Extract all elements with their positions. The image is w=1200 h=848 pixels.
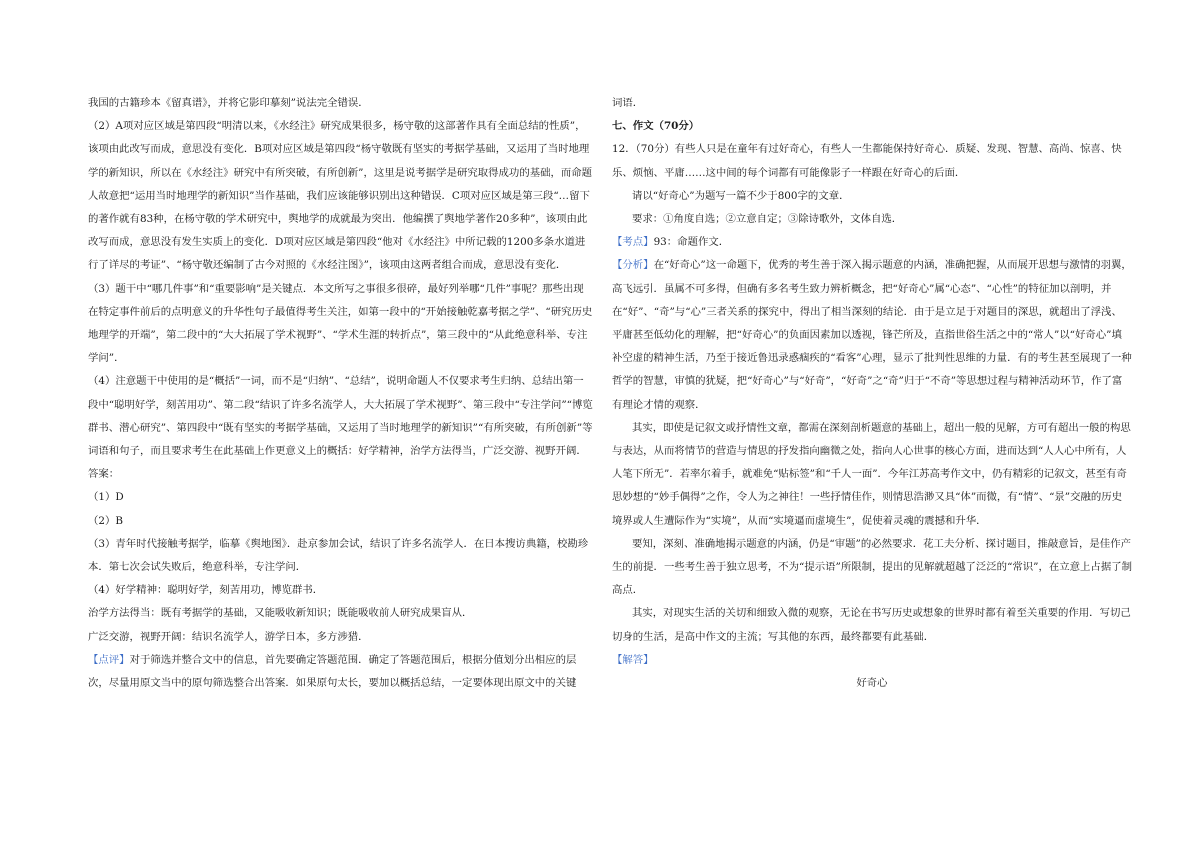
answer-4-method: 治学方法得当：既有考据学的基础，又能吸收新知识；既能吸收前人研究成果盲从．	[88, 607, 473, 620]
fenxi-text: 在“好奇心”这一命题下，优秀的考生善于深入揭示题意的内涵，准确把握，从而展开思想与激情的羽翼，高飞远引．虽属不可多得，但确有多名考生致力辨析概念，把“好奇心”属“心态”、“心性”的特征加以剖明，并在“好”、“奇”与“心”三者关系的探究中，得出了相当深刻的结论．由于是立足于对题目的深思，就超出了浮浅、平庸甚至低幼化的理解，把“好奇心”的负面因素加以透视，锋芒所及，直指世俗生活之中的“常人”以“好奇心”填补空虚的精神生活，乃至于接近鲁迅录惑痼疾的“看客”心理，显示了批判性思维的力量．有的考生甚至展现了一种哲学的智慧，审慎的犹疑，把“好奇心”与“好奇”，“好奇”之“奇”归于“不奇”等思想过程与精神活动环节，作了富有理论才情的观察．	[612, 259, 1132, 411]
comment-tag: 【点评】	[88, 653, 130, 666]
comment-paragraph	[88, 649, 593, 695]
analysis-paragraph-b: 要知，深刻、准确地揭示题意的内涵，仍是“审题”的必然要求．花工夫分析、探讨题目，推敲意旨，是佳作产生的前提．一些考生善于独立思考，不为“提示语”所限制，提出的见解就超越了泛泛的“常识”，在立意上占据了制高点．	[612, 537, 1132, 597]
question-12-requirement: 请以“好奇心”为题写一篇不少于800字的文章．	[632, 189, 850, 202]
answer-4: （4）好学精神：聪明好学，刻苦用功，博览群书．	[88, 584, 324, 597]
answer-3: （3）青年时代接触考据学，临摹《舆地图》．赴京参加会试，结识了许多名流学人．在日本搜访典籍，校勘珍本．第七次会试失败后，绝意科举，专注学问．	[88, 537, 589, 574]
fenxi-paragraph	[612, 254, 1132, 416]
answer-4-social: 广泛交游，视野开阔：结识名流学人，游学日本，多方涉猎．	[88, 630, 369, 643]
kaodian-tag: 【考点】	[612, 236, 654, 249]
answer-2: （2）B	[88, 514, 124, 527]
text-continuation: 我国的古籍珍本《留真谱》，并将它影印摹刻”说法完全错误．	[88, 97, 369, 109]
question-12: 12．（70分）有些人只是在童年有过好奇心，有些人一生都能保持好奇心．质疑、发现、智慧、高尚、惊喜、快乐、烦恼、平庸……这中间的每个词都有可能像影子一样跟在好奇心的后面．	[612, 143, 1122, 179]
section-heading: 七、作文（70分）	[612, 120, 700, 133]
comment-text: 对于筛选并整合文中的信息，首先要确定答题范围．确定了答题范围后，根据分值划分出相应的层次，尽量用原文当中的原句筛选整合出答案．如果原句太长，要加以概括总结，一定要体现出原文中的关键	[88, 653, 577, 690]
analysis-paragraph-c: 其实，对现实生活的关切和细致入微的观察，无论在书写历史或想象的世界时都有着至关重要的作用．写切己切身的生活，是高中作文的主流；写其他的东西，最终都要有此基础．	[612, 607, 1131, 643]
analysis-paragraph-2: （2）A项对应区域是第四段“明清以来，《水经注》研究成果很多，杨守敬的这部著作具有全面总结的性质”，该项由此改写而成，意思没有变化．B项对应区域是第四段“杨守敬既有坚实的考据学基础，又运用了当时地理学的新知识，所以在《水经注》研究中有所突破，有所创新”，这里是说考据学是研究取得成功的基础，而命题人故意把“运用当时地理学的新知识”当作基础，我们应该能够识别出这种错误．C项对应区域是第三段“…留下的著作就有83种，在杨守敬的学术研究中，舆地学的成就最为突出．他编撰了舆地学著作20多种”，该项由此改写而成，意思没有发生实质上的变化．D项对应区域是第四段“他对《水经注》中所记载的1200多条水道进行了详尽的考证”、“杨守敬还编制了古今对照的《水经注图》”，该项由这两者组合而成，意思没有变化．	[88, 120, 593, 272]
analysis-paragraph-a: 其实，即使是记叙文或抒情性文章，都需在深刻剖析题意的基础上，超出一般的见解，方可有超出一般的构思与表达，从而将情节的营造与情思的抒发指向幽微之处，指向人心世事的核心方面，进而达到“人人心中所有，人人笔下所无”．若率尔着手，就难免“贴标签”和“千人一面”．今年江苏高考作文中，仍有精彩的记叙文，甚至有奇思妙想的“妙手偶得”之作，令人为之神往！一些抒情佳作，则情思浩渺又具“体”而微，有“情”、“景”交融的历史境界或人生遭际作为“实境”，从而“实境逼而虚境生”，促使着灵魂的震撼和升华．	[612, 421, 1131, 527]
question-12-rules: 要求：①角度自选；②立意自定；③除诗歌外，文体自选．	[632, 213, 903, 226]
jieda-tag: 【解答】	[612, 653, 654, 666]
kaodian-paragraph	[612, 231, 1132, 254]
answer-label: 答案：	[88, 468, 120, 481]
essay-title: 好奇心	[856, 677, 888, 690]
left-column	[88, 92, 593, 695]
kaodian-text: 93：命题作文．	[653, 236, 730, 249]
analysis-paragraph-3: （3）题干中“哪几件事”和“重要影响”是关键点．本文所写之事很多很碎，最好列举哪“几件”事呢？那些出现在特定事件前后的点明意义的升华性句子最值得考生关注，如第一段中的“开始接触乾嘉考据之学”、“研究历史地理学的开端”，第二段中的“大大拓展了学术视野”、“学术生涯的转折点”，第三段中的“从此绝意科举、专注学问”．	[88, 282, 593, 365]
fenxi-tag: 【分析】	[612, 259, 654, 272]
right-column	[612, 92, 1132, 695]
answer-1: （1）D	[88, 491, 124, 504]
text-continuation-right: 词语．	[612, 97, 644, 109]
analysis-paragraph-4: （4）注意题干中使用的是“概括”一词，而不是“归纳”、“总结”，说明命题人不仅要求考生归纳、总结出第一段中“聪明好学，刻苦用功”、第二段“结识了许多名流学人，大大拓展了学术视野”、第三段中“专注学问”“博览群书、潜心研究”、第四段中“既有坚实的考据学基础，又运用了当时地理学的新知识”“有所突破，有所创新”等词语和句子，而且要求考生在此基础上作更意义上的概括：好学精神，治学方法得当，广泛交游、视野开阔．	[88, 375, 593, 458]
